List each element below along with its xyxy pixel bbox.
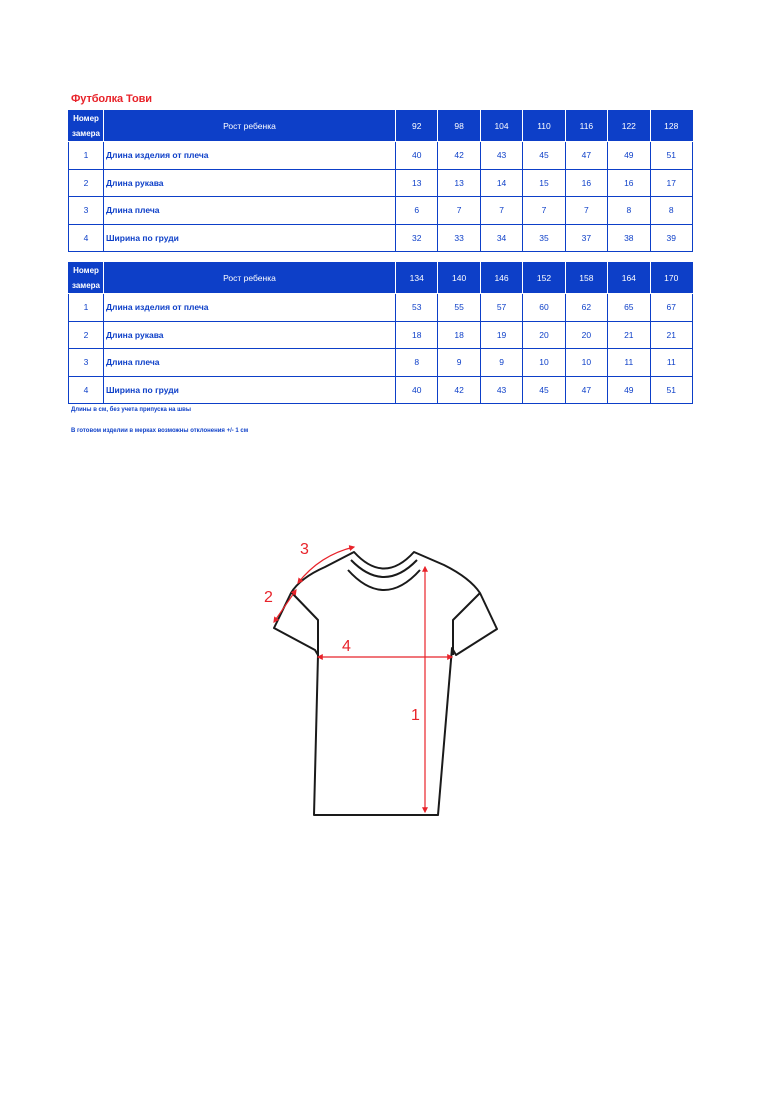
measure-name: Длина рукава xyxy=(104,169,396,197)
measure-value: 16 xyxy=(608,169,650,197)
measure-name: Длина плеча xyxy=(104,197,396,225)
measure-value: 37 xyxy=(565,224,607,252)
measure-number-header: Номер замера xyxy=(69,111,104,142)
measure-value: 8 xyxy=(608,197,650,225)
measure-value: 21 xyxy=(608,321,650,349)
measure-value: 9 xyxy=(438,349,480,377)
measure-number: 2 xyxy=(69,321,104,349)
measure-name: Длина изделия от плеча xyxy=(104,294,396,322)
measure-value: 57 xyxy=(480,294,522,322)
measure-name: Ширина по груди xyxy=(104,376,396,404)
measure-value: 20 xyxy=(565,321,607,349)
measure-name: Ширина по груди xyxy=(104,224,396,252)
measure-number: 3 xyxy=(69,349,104,377)
measure-value: 13 xyxy=(438,169,480,197)
measure-label-2: 2 xyxy=(264,589,273,606)
size-header: 104 xyxy=(480,111,522,142)
child-height-header: Рост ребенка xyxy=(104,263,396,294)
measure-value: 47 xyxy=(565,376,607,404)
size-header: 116 xyxy=(565,111,607,142)
measure-number: 3 xyxy=(69,197,104,225)
measure-value: 18 xyxy=(438,321,480,349)
measure-value: 9 xyxy=(480,349,522,377)
size-header: 128 xyxy=(650,111,692,142)
measure-value: 55 xyxy=(438,294,480,322)
measure-value: 11 xyxy=(650,349,692,377)
measure-value: 19 xyxy=(480,321,522,349)
size-header: 140 xyxy=(438,263,480,294)
size-header: 164 xyxy=(608,263,650,294)
measure-number-header: Номер замера xyxy=(69,263,104,294)
measure-number: 1 xyxy=(69,142,104,170)
size-header: 134 xyxy=(396,263,438,294)
measure-value: 47 xyxy=(565,142,607,170)
measure-number: 4 xyxy=(69,224,104,252)
size-header: 110 xyxy=(523,111,565,142)
size-header: 122 xyxy=(608,111,650,142)
measure-line-2 xyxy=(274,590,296,622)
measure-value: 45 xyxy=(523,376,565,404)
measure-value: 39 xyxy=(650,224,692,252)
measure-value: 15 xyxy=(523,169,565,197)
measure-value: 10 xyxy=(565,349,607,377)
measure-value: 51 xyxy=(650,376,692,404)
measure-label-4: 4 xyxy=(342,638,351,655)
measure-name: Длина изделия от плеча xyxy=(104,142,396,170)
measure-value: 35 xyxy=(523,224,565,252)
size-header: 152 xyxy=(523,263,565,294)
size-header: 92 xyxy=(396,111,438,142)
measure-value: 14 xyxy=(480,169,522,197)
measure-value: 10 xyxy=(523,349,565,377)
size-header: 146 xyxy=(480,263,522,294)
measure-value: 40 xyxy=(396,376,438,404)
measure-value: 65 xyxy=(608,294,650,322)
measure-value: 7 xyxy=(523,197,565,225)
measure-number: 2 xyxy=(69,169,104,197)
measure-value: 53 xyxy=(396,294,438,322)
measure-value: 49 xyxy=(608,376,650,404)
measure-value: 13 xyxy=(396,169,438,197)
size-header: 158 xyxy=(565,263,607,294)
measure-value: 49 xyxy=(608,142,650,170)
measure-value: 67 xyxy=(650,294,692,322)
size-header: 98 xyxy=(438,111,480,142)
measure-value: 18 xyxy=(396,321,438,349)
measure-value: 17 xyxy=(650,169,692,197)
measure-value: 16 xyxy=(565,169,607,197)
size-header: 170 xyxy=(650,263,692,294)
tshirt-outline xyxy=(274,552,497,815)
measure-number: 1 xyxy=(69,294,104,322)
measure-label-3: 3 xyxy=(300,541,309,558)
measure-value: 62 xyxy=(565,294,607,322)
measure-value: 8 xyxy=(396,349,438,377)
measure-value: 11 xyxy=(608,349,650,377)
measure-value: 42 xyxy=(438,376,480,404)
measure-label-1: 1 xyxy=(411,707,420,724)
measure-value: 20 xyxy=(523,321,565,349)
measure-value: 8 xyxy=(650,197,692,225)
measure-value: 6 xyxy=(396,197,438,225)
measure-value: 34 xyxy=(480,224,522,252)
measure-value: 40 xyxy=(396,142,438,170)
measure-value: 32 xyxy=(396,224,438,252)
note-seam-allowance: Длины в см, без учета припуска на швы xyxy=(71,407,191,413)
measure-value: 45 xyxy=(523,142,565,170)
measure-value: 43 xyxy=(480,376,522,404)
measure-lines xyxy=(274,547,452,812)
measure-value: 7 xyxy=(438,197,480,225)
measure-name: Длина плеча xyxy=(104,349,396,377)
measure-value: 42 xyxy=(438,142,480,170)
measure-value: 51 xyxy=(650,142,692,170)
product-title: Футболка Тови xyxy=(71,93,152,105)
measure-value: 43 xyxy=(480,142,522,170)
measure-value: 7 xyxy=(480,197,522,225)
measure-number: 4 xyxy=(69,376,104,404)
note-tolerance: В готовом изделии в мерках возможны отклонения +/- 1 см xyxy=(71,428,249,434)
child-height-header: Рост ребенка xyxy=(104,111,396,142)
measure-value: 33 xyxy=(438,224,480,252)
measure-name: Длина рукава xyxy=(104,321,396,349)
measure-value: 60 xyxy=(523,294,565,322)
measure-value: 38 xyxy=(608,224,650,252)
measure-value: 21 xyxy=(650,321,692,349)
measure-value: 7 xyxy=(565,197,607,225)
